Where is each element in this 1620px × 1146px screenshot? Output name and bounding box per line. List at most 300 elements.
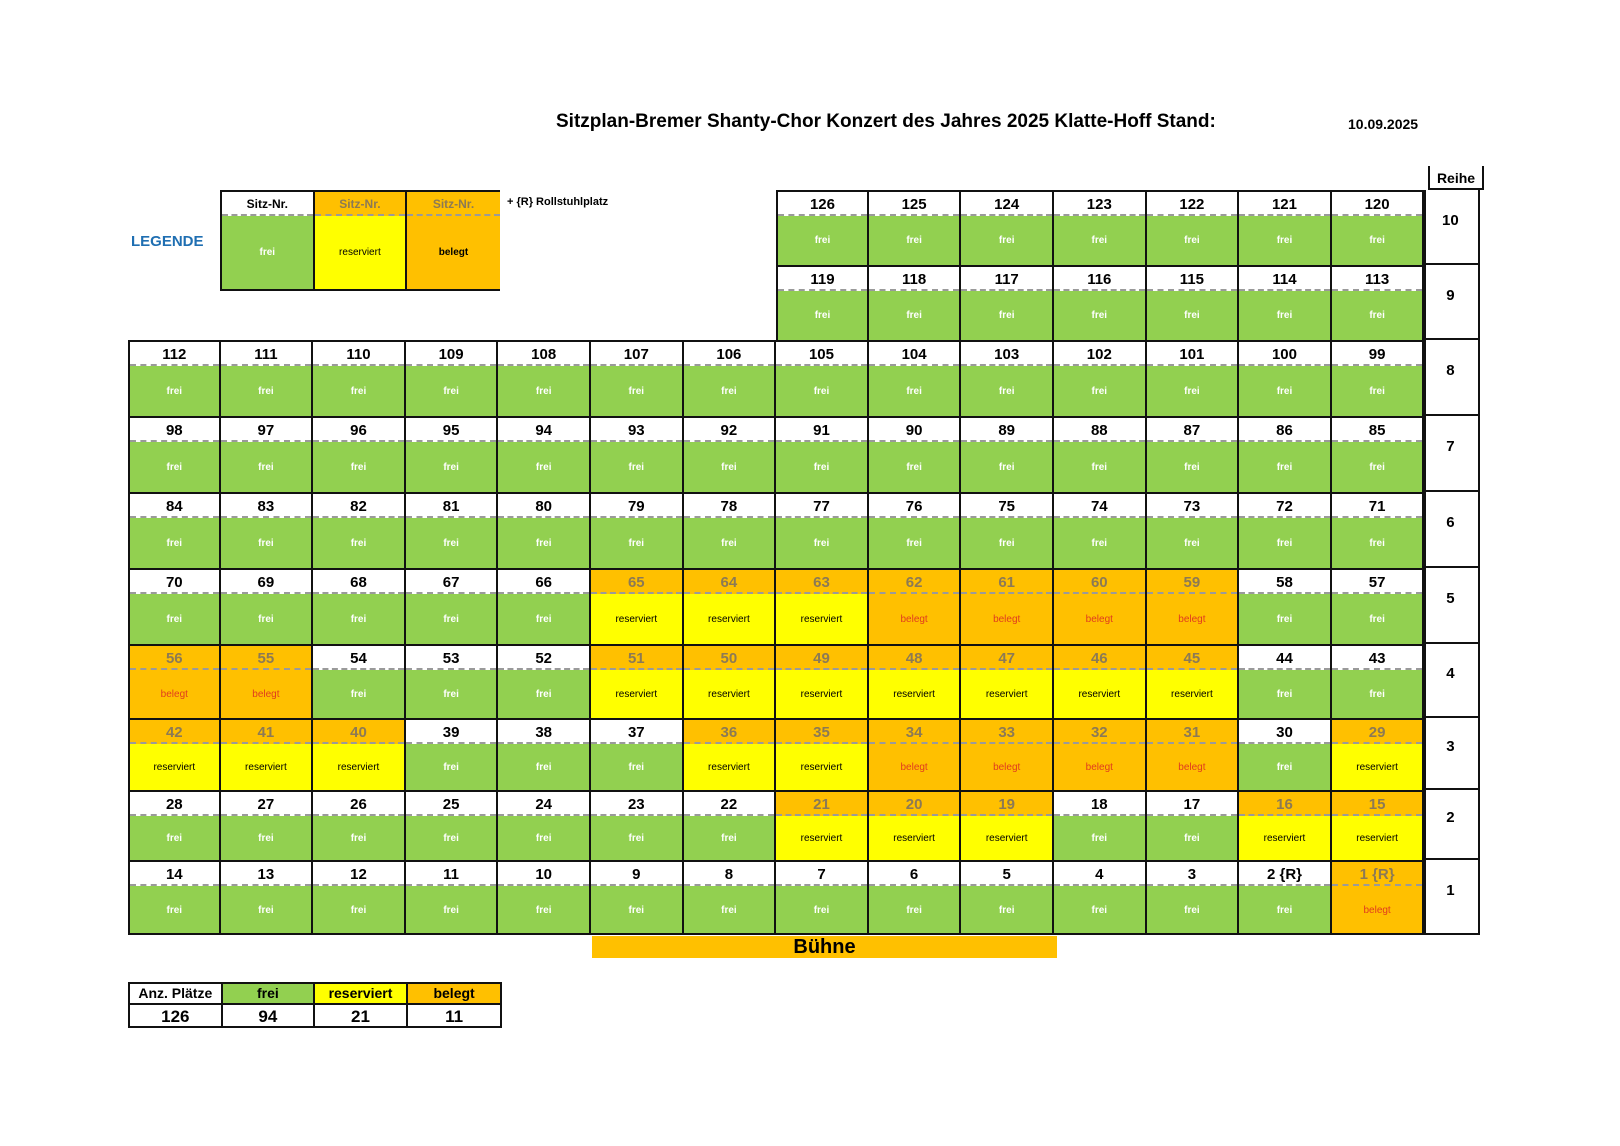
seat-number: 51 (591, 646, 682, 670)
seat-status: frei (130, 594, 219, 644)
seat-number: 85 (1332, 418, 1423, 442)
seat-2 (1239, 860, 1332, 935)
seat-number: 19 (961, 792, 1052, 816)
seat-status: frei (498, 442, 589, 492)
seat-status: frei (406, 366, 497, 416)
seat-number: 114 (1239, 267, 1330, 291)
seat-status: frei (1332, 442, 1423, 492)
seat-status: frei (313, 442, 404, 492)
seat-status: frei (406, 594, 497, 644)
seat-status: frei (869, 518, 960, 568)
seat-number: 43 (1332, 646, 1423, 670)
seat-117 (961, 265, 1054, 340)
seat-number: 59 (1147, 570, 1238, 594)
seat-7 (776, 860, 869, 935)
seat-number: 89 (961, 418, 1052, 442)
row-label: 7 (1446, 438, 1455, 455)
row-label: 2 (1446, 809, 1455, 826)
seat-82 (313, 492, 406, 568)
seat-status: frei (221, 366, 312, 416)
seat-number: 44 (1239, 646, 1330, 670)
seat-number: 91 (776, 418, 867, 442)
seat-status: frei (130, 366, 219, 416)
seat-123 (1054, 190, 1147, 265)
seat-status: belegt (869, 594, 960, 644)
seat-status: frei (776, 442, 867, 492)
seat-84 (128, 492, 221, 568)
seat-number: 66 (498, 570, 589, 594)
seat-13 (221, 860, 314, 935)
seat-79 (591, 492, 684, 568)
seat-116 (1054, 265, 1147, 340)
summary-header: Anz. Plätze (130, 984, 221, 1005)
seat-number: 124 (961, 192, 1052, 216)
seat-number: 125 (869, 192, 960, 216)
seat-75 (961, 492, 1054, 568)
seat-status: frei (406, 518, 497, 568)
seat-number: 76 (869, 494, 960, 518)
seat-number: 18 (1054, 792, 1145, 816)
seat-39 (406, 718, 499, 790)
seat-status: frei (1147, 442, 1238, 492)
seat-number: 37 (591, 720, 682, 744)
seat-status: frei (776, 886, 867, 935)
summary-value: 126 (161, 1007, 190, 1026)
seat-status: frei (591, 816, 682, 860)
seat-status: belegt (1147, 594, 1238, 644)
seat-status: frei (1332, 670, 1423, 718)
seat-77 (776, 492, 869, 568)
seat-72 (1239, 492, 1332, 568)
seat-3 (1147, 860, 1240, 935)
seat-number: 108 (498, 342, 589, 366)
summary-value: 21 (351, 1007, 370, 1026)
seat-30 (1239, 718, 1332, 790)
seat-number: 35 (776, 720, 867, 744)
summary-value: 11 (445, 1007, 464, 1026)
row-divider (128, 644, 1424, 646)
seat-status: frei (1332, 366, 1423, 416)
seat-status: frei (684, 816, 775, 860)
seat-number: 81 (406, 494, 497, 518)
row-divider (776, 190, 1424, 192)
seat-status: belegt (130, 670, 219, 718)
seat-number: 70 (130, 570, 219, 594)
summary-header: frei (223, 984, 314, 1005)
seat-10 (498, 860, 591, 935)
seat-status: reserviert (684, 670, 775, 718)
seat-1 (1332, 860, 1425, 935)
seat-114 (1239, 265, 1332, 340)
seat-70 (128, 568, 221, 644)
seat-status: belegt (1054, 594, 1145, 644)
row-divider (128, 790, 1424, 792)
seat-78 (684, 492, 777, 568)
seat-status: frei (313, 670, 404, 718)
seat-number: 62 (869, 570, 960, 594)
seat-81 (406, 492, 499, 568)
seat-25 (406, 790, 499, 860)
seat-106 (684, 340, 777, 416)
seat-status: belegt (1054, 744, 1145, 790)
seat-23 (591, 790, 684, 860)
seat-status: frei (498, 518, 589, 568)
seat-status: belegt (1332, 886, 1423, 935)
seat-number: 123 (1054, 192, 1145, 216)
seat-number: 106 (684, 342, 775, 366)
seat-48 (869, 644, 962, 718)
seat-status: frei (1239, 670, 1330, 718)
seat-status: reserviert (776, 816, 867, 860)
seat-62 (869, 568, 962, 644)
row-label: 9 (1446, 286, 1455, 304)
seat-status: frei (1239, 886, 1330, 935)
seat-50 (684, 644, 777, 718)
summary-col-1 (223, 984, 316, 1026)
seat-number: 73 (1147, 494, 1238, 518)
seat-number: 101 (1147, 342, 1238, 366)
legend-item-frei (222, 192, 315, 289)
seat-status: frei (1054, 816, 1145, 860)
seat-number: 110 (313, 342, 404, 366)
seat-number: 111 (221, 342, 312, 366)
legend-head: Sitz-Nr. (222, 192, 313, 216)
seat-number: 99 (1332, 342, 1423, 366)
seat-status: frei (869, 366, 960, 416)
reihe-header: Reihe (1428, 166, 1484, 190)
seat-125 (869, 190, 962, 265)
seat-status: frei (406, 744, 497, 790)
seat-number: 25 (406, 792, 497, 816)
seat-number: 30 (1239, 720, 1330, 744)
seat-status: frei (498, 594, 589, 644)
seat-status: belegt (1147, 744, 1238, 790)
seat-45 (1147, 644, 1240, 718)
seat-number: 115 (1147, 267, 1238, 291)
seat-59 (1147, 568, 1240, 644)
seat-status: frei (869, 216, 960, 265)
row-divider (128, 860, 1424, 862)
seat-number: 38 (498, 720, 589, 744)
legend-text: belegt (407, 216, 500, 289)
seat-number: 6 (869, 862, 960, 886)
seat-11 (406, 860, 499, 935)
seat-96 (313, 416, 406, 492)
seat-number: 75 (961, 494, 1052, 518)
seat-status: frei (130, 442, 219, 492)
legend-head: Sitz-Nr. (407, 192, 500, 216)
seat-61 (961, 568, 1054, 644)
row-divider (128, 492, 1424, 494)
seat-number: 1 {R} (1332, 862, 1423, 886)
seat-number: 65 (591, 570, 682, 594)
seat-74 (1054, 492, 1147, 568)
seat-112 (128, 340, 221, 416)
seat-status: frei (776, 366, 867, 416)
seat-number: 10 (498, 862, 589, 886)
seat-number: 8 (684, 862, 775, 886)
seat-status: frei (130, 816, 219, 860)
seat-42 (128, 718, 221, 790)
row-label: 6 (1446, 514, 1455, 531)
seat-number: 42 (130, 720, 219, 744)
seat-number: 27 (221, 792, 312, 816)
seat-status: frei (221, 518, 312, 568)
seat-status: frei (1239, 216, 1330, 265)
seat-number: 113 (1332, 267, 1423, 291)
seat-110 (313, 340, 406, 416)
seat-status: reserviert (1147, 670, 1238, 718)
seat-status: frei (406, 816, 497, 860)
seat-80 (498, 492, 591, 568)
seat-124 (961, 190, 1054, 265)
seat-number: 53 (406, 646, 497, 670)
seat-number: 79 (591, 494, 682, 518)
legend-label: LEGENDE (131, 233, 204, 250)
seat-status: frei (869, 291, 960, 340)
seat-number: 74 (1054, 494, 1145, 518)
seat-6 (869, 860, 962, 935)
seat-98 (128, 416, 221, 492)
seat-34 (869, 718, 962, 790)
seat-status: frei (313, 518, 404, 568)
seat-40 (313, 718, 406, 790)
seat-status: frei (1239, 594, 1330, 644)
row-divider (128, 718, 1424, 720)
seat-status: frei (406, 886, 497, 935)
seat-number: 116 (1054, 267, 1145, 291)
summary-value: 94 (258, 1007, 278, 1026)
seat-status: frei (1147, 886, 1238, 935)
seat-number: 80 (498, 494, 589, 518)
seat-status: reserviert (869, 670, 960, 718)
seat-status: frei (498, 744, 589, 790)
seat-12 (313, 860, 406, 935)
seat-108 (498, 340, 591, 416)
seat-41 (221, 718, 314, 790)
seat-status: reserviert (776, 744, 867, 790)
seat-status: frei (869, 886, 960, 935)
seat-number: 120 (1332, 192, 1423, 216)
row-divider (776, 265, 1424, 267)
legend-rollstuhl-note: + {R} Rollstuhlplatz (507, 196, 609, 208)
seat-101 (1147, 340, 1240, 416)
seat-46 (1054, 644, 1147, 718)
seat-status: reserviert (684, 744, 775, 790)
seat-21 (776, 790, 869, 860)
seat-number: 107 (591, 342, 682, 366)
seat-115 (1147, 265, 1240, 340)
seat-status: frei (684, 886, 775, 935)
seat-number: 112 (130, 342, 219, 366)
seat-number: 22 (684, 792, 775, 816)
seat-status: reserviert (869, 816, 960, 860)
seat-65 (591, 568, 684, 644)
seat-status: frei (1332, 518, 1423, 568)
seat-number: 64 (684, 570, 775, 594)
seat-126 (776, 190, 869, 265)
seat-number: 98 (130, 418, 219, 442)
row-divider (128, 568, 1424, 570)
seat-number: 77 (776, 494, 867, 518)
seat-status: frei (221, 886, 312, 935)
seat-status: frei (961, 518, 1052, 568)
seat-status: frei (130, 518, 219, 568)
seat-status: frei (684, 366, 775, 416)
seat-status: frei (1054, 216, 1145, 265)
seat-status: frei (591, 886, 682, 935)
seat-status: frei (778, 291, 867, 340)
seat-number: 16 (1239, 792, 1330, 816)
seat-number: 84 (130, 494, 219, 518)
seat-76 (869, 492, 962, 568)
seat-status: frei (1147, 816, 1238, 860)
seat-99 (1332, 340, 1425, 416)
seat-44 (1239, 644, 1332, 718)
seat-status: reserviert (1239, 816, 1330, 860)
seat-status: frei (1147, 518, 1238, 568)
seat-51 (591, 644, 684, 718)
seat-71 (1332, 492, 1425, 568)
seat-status: reserviert (684, 594, 775, 644)
seat-status: frei (684, 442, 775, 492)
seat-number: 92 (684, 418, 775, 442)
seat-status: frei (1054, 291, 1145, 340)
seat-number: 126 (778, 192, 867, 216)
seat-107 (591, 340, 684, 416)
seat-number: 13 (221, 862, 312, 886)
row-label: 10 (1442, 211, 1459, 229)
seat-number: 58 (1239, 570, 1330, 594)
seat-status: frei (778, 216, 867, 265)
seat-63 (776, 568, 869, 644)
seat-119 (776, 265, 869, 340)
seat-87 (1147, 416, 1240, 492)
seat-number: 41 (221, 720, 312, 744)
seat-number: 63 (776, 570, 867, 594)
seat-94 (498, 416, 591, 492)
seat-54 (313, 644, 406, 718)
seat-status: frei (1239, 744, 1330, 790)
seat-number: 14 (130, 862, 219, 886)
seat-number: 26 (313, 792, 404, 816)
seat-36 (684, 718, 777, 790)
seat-number: 3 (1147, 862, 1238, 886)
seat-95 (406, 416, 499, 492)
seat-number: 12 (313, 862, 404, 886)
row-label: 4 (1446, 665, 1455, 682)
seat-104 (869, 340, 962, 416)
seat-number: 40 (313, 720, 404, 744)
seat-28 (128, 790, 221, 860)
seat-status: frei (961, 886, 1052, 935)
summary-col-2 (315, 984, 408, 1026)
seat-32 (1054, 718, 1147, 790)
seat-status: frei (1239, 518, 1330, 568)
seat-91 (776, 416, 869, 492)
seat-number: 7 (776, 862, 867, 886)
seat-status: frei (591, 518, 682, 568)
seat-43 (1332, 644, 1425, 718)
seat-number: 87 (1147, 418, 1238, 442)
seat-number: 45 (1147, 646, 1238, 670)
seat-status: frei (961, 216, 1052, 265)
seat-number: 39 (406, 720, 497, 744)
seat-status: reserviert (961, 670, 1052, 718)
seat-number: 69 (221, 570, 312, 594)
seat-status: reserviert (591, 594, 682, 644)
seat-status: frei (1147, 366, 1238, 416)
seat-4 (1054, 860, 1147, 935)
seat-number: 97 (221, 418, 312, 442)
seat-number: 94 (498, 418, 589, 442)
seat-64 (684, 568, 777, 644)
seat-number: 28 (130, 792, 219, 816)
seat-number: 71 (1332, 494, 1423, 518)
seat-number: 36 (684, 720, 775, 744)
seat-number: 21 (776, 792, 867, 816)
seat-16 (1239, 790, 1332, 860)
page-title: Sitzplan-Bremer Shanty-Chor Konzert des Jahres 2025 Klatte-Hoff Stand: (556, 111, 1216, 132)
seat-20 (869, 790, 962, 860)
seat-number: 56 (130, 646, 219, 670)
seat-number: 103 (961, 342, 1052, 366)
seat-number: 11 (406, 862, 497, 886)
seat-status: frei (776, 518, 867, 568)
seat-status: frei (1054, 886, 1145, 935)
seat-9 (591, 860, 684, 935)
seat-status: frei (1332, 291, 1423, 340)
seat-67 (406, 568, 499, 644)
seat-14 (128, 860, 221, 935)
seat-number: 52 (498, 646, 589, 670)
seat-111 (221, 340, 314, 416)
seat-status: frei (313, 816, 404, 860)
summary-header: belegt (408, 984, 501, 1005)
seat-number: 83 (221, 494, 312, 518)
seat-number: 34 (869, 720, 960, 744)
stage-label: Bühne (592, 936, 1057, 958)
seat-status: frei (221, 816, 312, 860)
seat-number: 23 (591, 792, 682, 816)
seat-number: 61 (961, 570, 1052, 594)
seat-89 (961, 416, 1054, 492)
seat-status: frei (1239, 442, 1330, 492)
seat-status: frei (961, 291, 1052, 340)
seat-100 (1239, 340, 1332, 416)
summary-col-0 (130, 984, 223, 1026)
seat-number: 32 (1054, 720, 1145, 744)
seat-number: 54 (313, 646, 404, 670)
legend-item-belegt (407, 192, 500, 289)
seat-number: 78 (684, 494, 775, 518)
seat-status: reserviert (776, 670, 867, 718)
seat-status: frei (498, 816, 589, 860)
seat-109 (406, 340, 499, 416)
row-label: 8 (1446, 362, 1455, 379)
seat-status: reserviert (313, 744, 404, 790)
seat-status: frei (1054, 366, 1145, 416)
seat-number: 24 (498, 792, 589, 816)
seat-number: 121 (1239, 192, 1330, 216)
seat-number: 33 (961, 720, 1052, 744)
seat-number: 17 (1147, 792, 1238, 816)
seat-19 (961, 790, 1054, 860)
seat-status: reserviert (1054, 670, 1145, 718)
seat-status: frei (130, 886, 219, 935)
summary-table (128, 982, 502, 1028)
legend-head: Sitz-Nr. (315, 192, 406, 216)
